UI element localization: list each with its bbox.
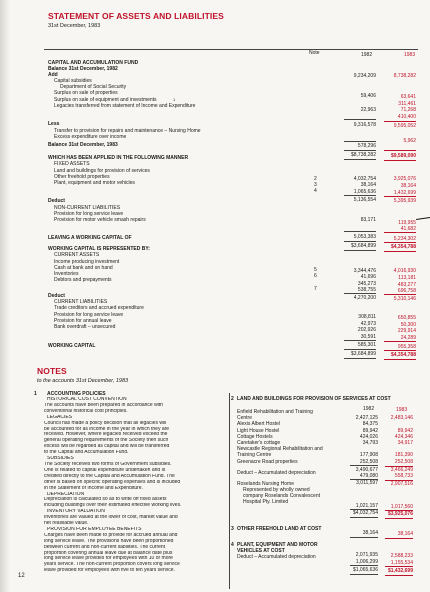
applied-row-label: Other freehold properties <box>54 174 110 180</box>
wc-working-rule-1983 <box>384 350 416 351</box>
fund-open-1983: 8,738,282 <box>393 73 416 79</box>
leaving-underline-1982 <box>344 250 376 251</box>
note-2-row-1982: 34,793 <box>362 439 378 446</box>
note-2-rh-1983: 1,017,560 <box>390 504 413 510</box>
note-1-line: SUBSIDIES <box>47 456 74 462</box>
note-2-row-label: Training Centre <box>237 452 272 459</box>
note-1-line: between current and non-current liabilities. The current <box>44 544 166 550</box>
note-2-rh-line: Roselands Nursing Home <box>237 481 294 487</box>
applied-row-1983: 3,925,076 <box>393 176 416 182</box>
note-2-sub-1983: 3,466,249 <box>390 467 413 473</box>
wc-row-label: Inventories <box>54 271 79 277</box>
note-2-net-1983: 2,907,516 <box>390 481 413 487</box>
statement-date: 31st December, 1983 <box>48 23 101 29</box>
applied-row-1983: 1,432,699 <box>393 190 416 196</box>
note-2-row-label: Cottage Hostels <box>237 433 273 440</box>
note-2-net-1982: 3,011,597 <box>356 480 378 486</box>
fund-row-1983: 311,461 <box>398 101 416 107</box>
note-1-body <box>44 397 226 574</box>
note-1-line: Depreciation is calculated so as to write off fixed assets <box>44 497 167 503</box>
applied-title: WHICH HAS BEEN APPLIED IN THE FOLLOWING MANNER <box>48 155 189 161</box>
note-3-rule-1983 <box>385 538 413 539</box>
leaving-total-1982: $3,684,899 <box>350 243 376 249</box>
note-2-rh-line: Represented by wholly owned <box>243 487 310 493</box>
wc-working-rule-1982 <box>344 349 376 350</box>
wc-row-label: Cash at bank and on hand <box>54 265 113 271</box>
applied-row-1982: 4,032,754 <box>353 176 376 182</box>
note-4-underline-1983 <box>385 575 413 576</box>
fund-row-1982: 59,406 <box>360 93 376 99</box>
fund-less-1982: 578,296 <box>357 143 376 149</box>
wc-title: WORKING CAPITAL IS REPRESENTED BY: <box>48 246 150 252</box>
note-1-line: leave provided for employees with five to ten years service. <box>44 568 175 574</box>
note-1-line: Inventories are valued at the lower of cost, market value and <box>44 515 178 521</box>
wc-working-underline-1982 <box>344 358 376 359</box>
wc-cl-rule-1982 <box>344 340 376 341</box>
note-1-line: in the Statement of Income and Expenditure. <box>44 485 143 491</box>
applied-row-1982: 38,164 <box>360 182 376 188</box>
wc-row-note: 5 <box>314 267 317 273</box>
note-2-row-label: Caretaker's cottage <box>237 439 281 446</box>
page-title: STATEMENT OF ASSETS AND LIABILITIES <box>48 11 224 21</box>
wc-deduct: Deduct <box>48 293 65 299</box>
applied-row-1982: 1,065,636 <box>353 189 376 195</box>
note-1-line: Charges have been made to provide for accrued annual and <box>44 532 178 538</box>
note-2-row-label: Alexis Albert Hostel <box>237 421 281 428</box>
wc-row-label: Income producing investment <box>54 259 120 265</box>
note-4-cost-1983: 2,588,233 <box>390 553 413 559</box>
note-4-dep-1982: 1,006,299 <box>355 559 378 565</box>
note-2-row <box>237 459 419 465</box>
fund-balance-close: Balance 31st December, 1983 <box>48 142 118 148</box>
note-4-total-1982: $1,065,636 <box>352 567 378 573</box>
fund-row-label: Surplus on sale of properties <box>54 90 118 96</box>
fund-row-note: 1 <box>173 97 176 102</box>
note-2-row-1983: 2,483,146 <box>390 415 413 422</box>
fund-close-underline-1983 <box>384 160 416 161</box>
applied-row-note: 2 <box>314 176 317 182</box>
fund-subtotal-rule-1982 <box>344 119 376 120</box>
wc-cl-row: Provision for long service leave <box>54 312 124 318</box>
note-2-row-label: Enfield Rehabilitation and Training <box>237 409 313 415</box>
fund-row-1983: 63,641 <box>400 94 416 100</box>
note-1-line: be accounted for as income in the year in which they are <box>44 426 170 432</box>
note-2-row-1982: 89,942 <box>362 427 378 434</box>
leaving-total-1983: $4,354,788 <box>390 244 416 250</box>
fund-subtotal-rule-1983 <box>384 121 416 122</box>
note-4-title: PLANT, EQUIPMENT AND MOTOR <box>237 542 318 548</box>
wc-working-underline-1983 <box>384 359 416 360</box>
notes-column-divider <box>229 393 230 589</box>
fund-row-label: Department of Social Security <box>60 84 127 90</box>
wc-cl-rule-1983 <box>384 341 416 342</box>
note-1-line: INVENTORY VALUATION <box>47 509 105 515</box>
wc-cl-total-1983: 955,358 <box>397 344 416 350</box>
fund-add: Add <box>48 72 58 78</box>
note-1-line: PROVISION FOR EMPLOYEE BENEFITS <box>47 526 142 532</box>
applied-ncl-1983: 41,682 <box>400 226 416 232</box>
margin-pen-mark <box>416 217 430 220</box>
note-1-line: HISTORICAL COST CONVENTION <box>47 397 127 402</box>
note-2-row-1982: 177,908 <box>359 452 378 459</box>
note-2-row-1983: 424,346 <box>394 433 413 440</box>
note-1-line: long service leave provides for employees with 10 or more <box>44 556 173 562</box>
column-header-1982: 1982 <box>361 52 373 58</box>
note-1-line: The accounts have been prepared in accordance with <box>44 402 163 408</box>
note-number: 1 <box>34 391 37 397</box>
leaving-rule-1983 <box>384 242 416 243</box>
note-2-row-1983: 34,917 <box>397 439 413 446</box>
fund-close-rule-1983 <box>384 150 416 151</box>
fund-row-1983: 71,268 <box>400 107 416 113</box>
note-2-rh-line: Hospital Pty. Limited <box>243 499 289 505</box>
note-4-dep-label: Deduct – Accumulated depreciation <box>237 554 316 560</box>
wc-cl-row: Provision for annual leave <box>54 318 112 324</box>
wc-row-note: 6 <box>314 273 317 279</box>
note-1-line: to the Capital and Accumulation Fund. <box>44 450 129 456</box>
fund-subtotal-1982: 9,316,578 <box>353 122 376 128</box>
wc-row-1983: 483,277 <box>397 282 416 288</box>
fund-less-rule-1982 <box>344 141 376 142</box>
note-4-cost-1982: 2,071,935 <box>355 552 378 558</box>
applied-deduct: Deduct <box>48 198 65 204</box>
page-number: 12 <box>18 573 25 579</box>
fund-row-label: Legacies transferred from statement of Income and Expenditure <box>54 103 196 109</box>
wc-cl-1983: 229,914 <box>397 328 416 334</box>
note-number: 3 <box>231 526 234 532</box>
note-2-sub-rule-1982 <box>350 465 378 466</box>
wc-cl-1982: 202,926 <box>357 327 376 333</box>
fund-less-1983: 5,962 <box>403 138 416 144</box>
note-3-1983: 38,164 <box>397 531 413 537</box>
note-2-row-label: Light House Hostel <box>237 427 280 434</box>
note-1-line: including buildings over their estimated effective working lives. <box>44 503 182 509</box>
applied-ncl-total-1983: 5,234,302 <box>393 236 416 242</box>
fund-less-row: Excess expenditure over income <box>54 134 127 140</box>
applied-ncl-heading: NON-CURRENT LIABILITIES <box>54 205 121 211</box>
applied-row-1983: 38,164 <box>400 183 416 189</box>
note-1-line: general operating requirements of the Society then such <box>44 438 169 444</box>
note-4-underline-1982 <box>350 574 378 575</box>
note-1-line: LEGACIES <box>47 414 73 420</box>
applied-fixed-rule-1983 <box>384 196 416 197</box>
applied-row-label: Land and buildings for provision of services <box>54 168 150 174</box>
wc-row-1982: 345,273 <box>357 281 376 287</box>
note-2-row-1983: 89,942 <box>397 427 413 434</box>
wc-working-1982: $3,684,899 <box>350 351 376 357</box>
wc-ca-heading: CURRENT ASSETS <box>54 252 100 258</box>
fund-less: Less <box>48 121 60 127</box>
note-1-line: excess will be regarded as capital and will be transferred <box>44 444 170 450</box>
note-2-row-1982: 84,375 <box>362 421 378 428</box>
wc-row-label: Debtors and prepayments <box>54 277 112 283</box>
wc-cl-row: Trade creditors and accrued expenditure <box>54 305 144 311</box>
note-1-line: proportion covering annual leave due at balance date plus <box>44 550 173 556</box>
wc-cl-total-1982: 585,301 <box>357 342 376 348</box>
applied-ncl-row: Provision for long service leave <box>54 211 124 217</box>
wc-row-1982: 538,755 <box>357 287 376 293</box>
note-2-total-underline-1983 <box>385 518 413 519</box>
note-2-total-1983: $3,925,076 <box>387 511 413 517</box>
note-1-line: conventional historical cost principles. <box>44 408 128 414</box>
note-1-line: One is related to capital expenditure undertaken and is <box>44 467 166 473</box>
note-2-rh-line: company Roselands Convalescent <box>243 493 320 499</box>
note-2-row-1982: 252,508 <box>359 458 378 465</box>
note-1-title: ACCOUNTING POLICIES <box>47 391 106 397</box>
note-3-rule-1982 <box>350 537 378 538</box>
fund-close-underline-1982 <box>344 159 376 160</box>
note-1-line: credited directly to the Capital and Accumulation Fund. The <box>44 473 175 479</box>
note-2-row-label: Centre <box>237 415 253 422</box>
fund-close-1983: $9,589,090 <box>390 153 416 159</box>
wc-working-label: WORKING CAPITAL <box>48 343 96 349</box>
wc-row-1983: 113,181 <box>398 275 416 281</box>
wc-cl-1983: 650,855 <box>397 315 416 321</box>
leaving-rule-1982 <box>344 241 376 242</box>
fund-row-1982: 22,963 <box>360 107 376 113</box>
fund-title: CAPITAL AND ACCUMULATION FUND <box>48 60 139 66</box>
note-2-total-underline-1982 <box>350 517 378 518</box>
wc-row-1982: 41,696 <box>360 274 376 280</box>
note-3-title: OTHER FREEHOLD LAND AT COST <box>237 526 322 532</box>
note-4-rule-1982 <box>350 565 378 566</box>
wc-ca-total-1982: 4,270,200 <box>353 295 376 301</box>
fund-row-label: Surplus on sale of equipment and investments <box>54 97 157 103</box>
applied-ncl-row: Provision for motor vehicle smash repairs <box>54 217 146 223</box>
wc-ca-rule-1982 <box>344 293 376 294</box>
note-2-title: LAND AND BUILDINGS FOR PROVISION OF SERVICES AT COST <box>237 396 391 402</box>
note-1-line: other is based on specific operating expenses and is included <box>44 479 181 485</box>
note-4-title: VEHICLES AT COST <box>237 548 285 554</box>
note-2-rh-1982: 1,021,157 <box>355 503 378 509</box>
wc-row-1983: 4,016,930 <box>393 268 416 274</box>
leaving-underline-1983 <box>384 251 416 252</box>
page-binding-shadow <box>0 0 10 592</box>
wc-ca-total-1983: 5,310,146 <box>393 296 416 302</box>
wc-working-1983: $4,354,788 <box>390 352 416 358</box>
note-2-table <box>237 409 419 465</box>
fund-legacies-extra-1983: 410,400 <box>397 114 416 120</box>
note-2-dep-1982: 479,080 <box>359 473 378 479</box>
note-number: 4 <box>231 542 234 548</box>
note-1-line: received. However, where legacies received exceed the <box>44 432 168 438</box>
wc-row-1982: 3,344,476 <box>353 268 376 274</box>
leaving-label: LEAVING A WORKING CAPITAL OF <box>48 235 132 241</box>
wc-cl-1982: 308,811 <box>358 314 376 320</box>
note-number: 2 <box>231 396 234 402</box>
applied-fixed-heading: FIXED ASSETS <box>54 161 90 167</box>
wc-cl-heading: CURRENT LIABILITIES <box>54 299 108 305</box>
wc-row-1983: 696,758 <box>397 288 416 294</box>
note-1-line: Council has made a policy decision that all legacies will <box>44 420 167 426</box>
applied-row-note: 3 <box>314 182 317 188</box>
header-rule <box>44 49 418 50</box>
notes-title: NOTES <box>37 366 67 376</box>
fund-subtotal-1983: 9,595,052 <box>393 123 416 129</box>
column-header-1983: 1983 <box>404 52 416 58</box>
notes-subtitle: to the accounts 31st December, 1983 <box>37 378 129 384</box>
applied-ncl-1983: 119,955 <box>398 220 416 226</box>
column-header-note: Note <box>309 50 320 56</box>
note-1-line: DEPRECIATION <box>47 491 85 497</box>
note-2-total-1982: $4,032,754 <box>352 510 378 516</box>
note-2-row-label: Greenacre Road properties <box>237 458 298 465</box>
note-1-line: long service leave. The provisions have been proportioned <box>44 538 174 544</box>
wc-cl-1983: 50,300 <box>400 322 416 328</box>
applied-row-note: 4 <box>314 188 317 194</box>
fund-close-1982: $8,738,282 <box>350 152 376 158</box>
note-1-line: net realisable value. <box>44 521 89 527</box>
fund-less-row: Transfer to provision for repairs and maintenance – Nursing Home <box>54 128 201 134</box>
note-2-col-1983: 1983 <box>396 407 408 413</box>
note-2-row-1982: 2,427,125 <box>355 415 378 422</box>
fund-open-1982: 9,234,209 <box>353 73 376 79</box>
applied-ncl-rule-1982 <box>344 231 376 232</box>
note-2-dep-label: Deduct – Accumulated depreciation <box>237 470 316 476</box>
fund-row-label: Capital subsidies <box>54 78 92 84</box>
note-4-dep-1983: 1,155,534 <box>390 560 413 566</box>
note-1-line: The Society receives two forms of Government subsidies. <box>44 461 172 467</box>
wc-cl-1983: 24,289 <box>400 335 416 341</box>
note-4-total-1983: $1,432,699 <box>387 568 413 574</box>
wc-ca-rule-1983 <box>384 294 416 295</box>
leaving-1982: 5,053,383 <box>353 234 376 240</box>
note-2-col-1982: 1982 <box>363 406 375 412</box>
note-2-row-1983: 181,390 <box>394 452 413 459</box>
wc-cl-1982: 42,973 <box>360 321 376 327</box>
applied-row-label: Plant, equipment and motor vehicles <box>54 180 135 186</box>
note-2-row-1982: 424,026 <box>359 433 378 440</box>
note-4-rule-1983 <box>385 566 413 567</box>
note-2-row-label: Newcastle Regional Rehabilitation and <box>237 446 323 453</box>
applied-fixed-total-1983: 5,395,939 <box>393 198 416 204</box>
applied-ncl-1982: 83,171 <box>360 217 376 223</box>
wc-cl-row: Bank overdraft – unsecured <box>54 324 116 330</box>
wc-cl-1982: 30,591 <box>360 334 376 340</box>
note-2-sub-1982: 3,490,677 <box>355 467 378 473</box>
applied-ncl-rule-1983 <box>384 232 416 233</box>
note-3-1982: 38,164 <box>362 530 378 536</box>
fund-close-rule-1982 <box>344 150 376 151</box>
wc-row-note: 7 <box>314 286 317 292</box>
applied-fixed-rule-1982 <box>344 195 376 196</box>
note-2-row-1983: 252,508 <box>394 458 413 465</box>
fund-balance-open: Balance 31st December, 1982 <box>48 66 118 72</box>
applied-fixed-total-1982: 5,136,554 <box>353 197 376 203</box>
note-2-dep-1983: 558,733 <box>394 473 413 479</box>
note-1-line: years service. The non-current proportion covers long service <box>44 562 180 568</box>
